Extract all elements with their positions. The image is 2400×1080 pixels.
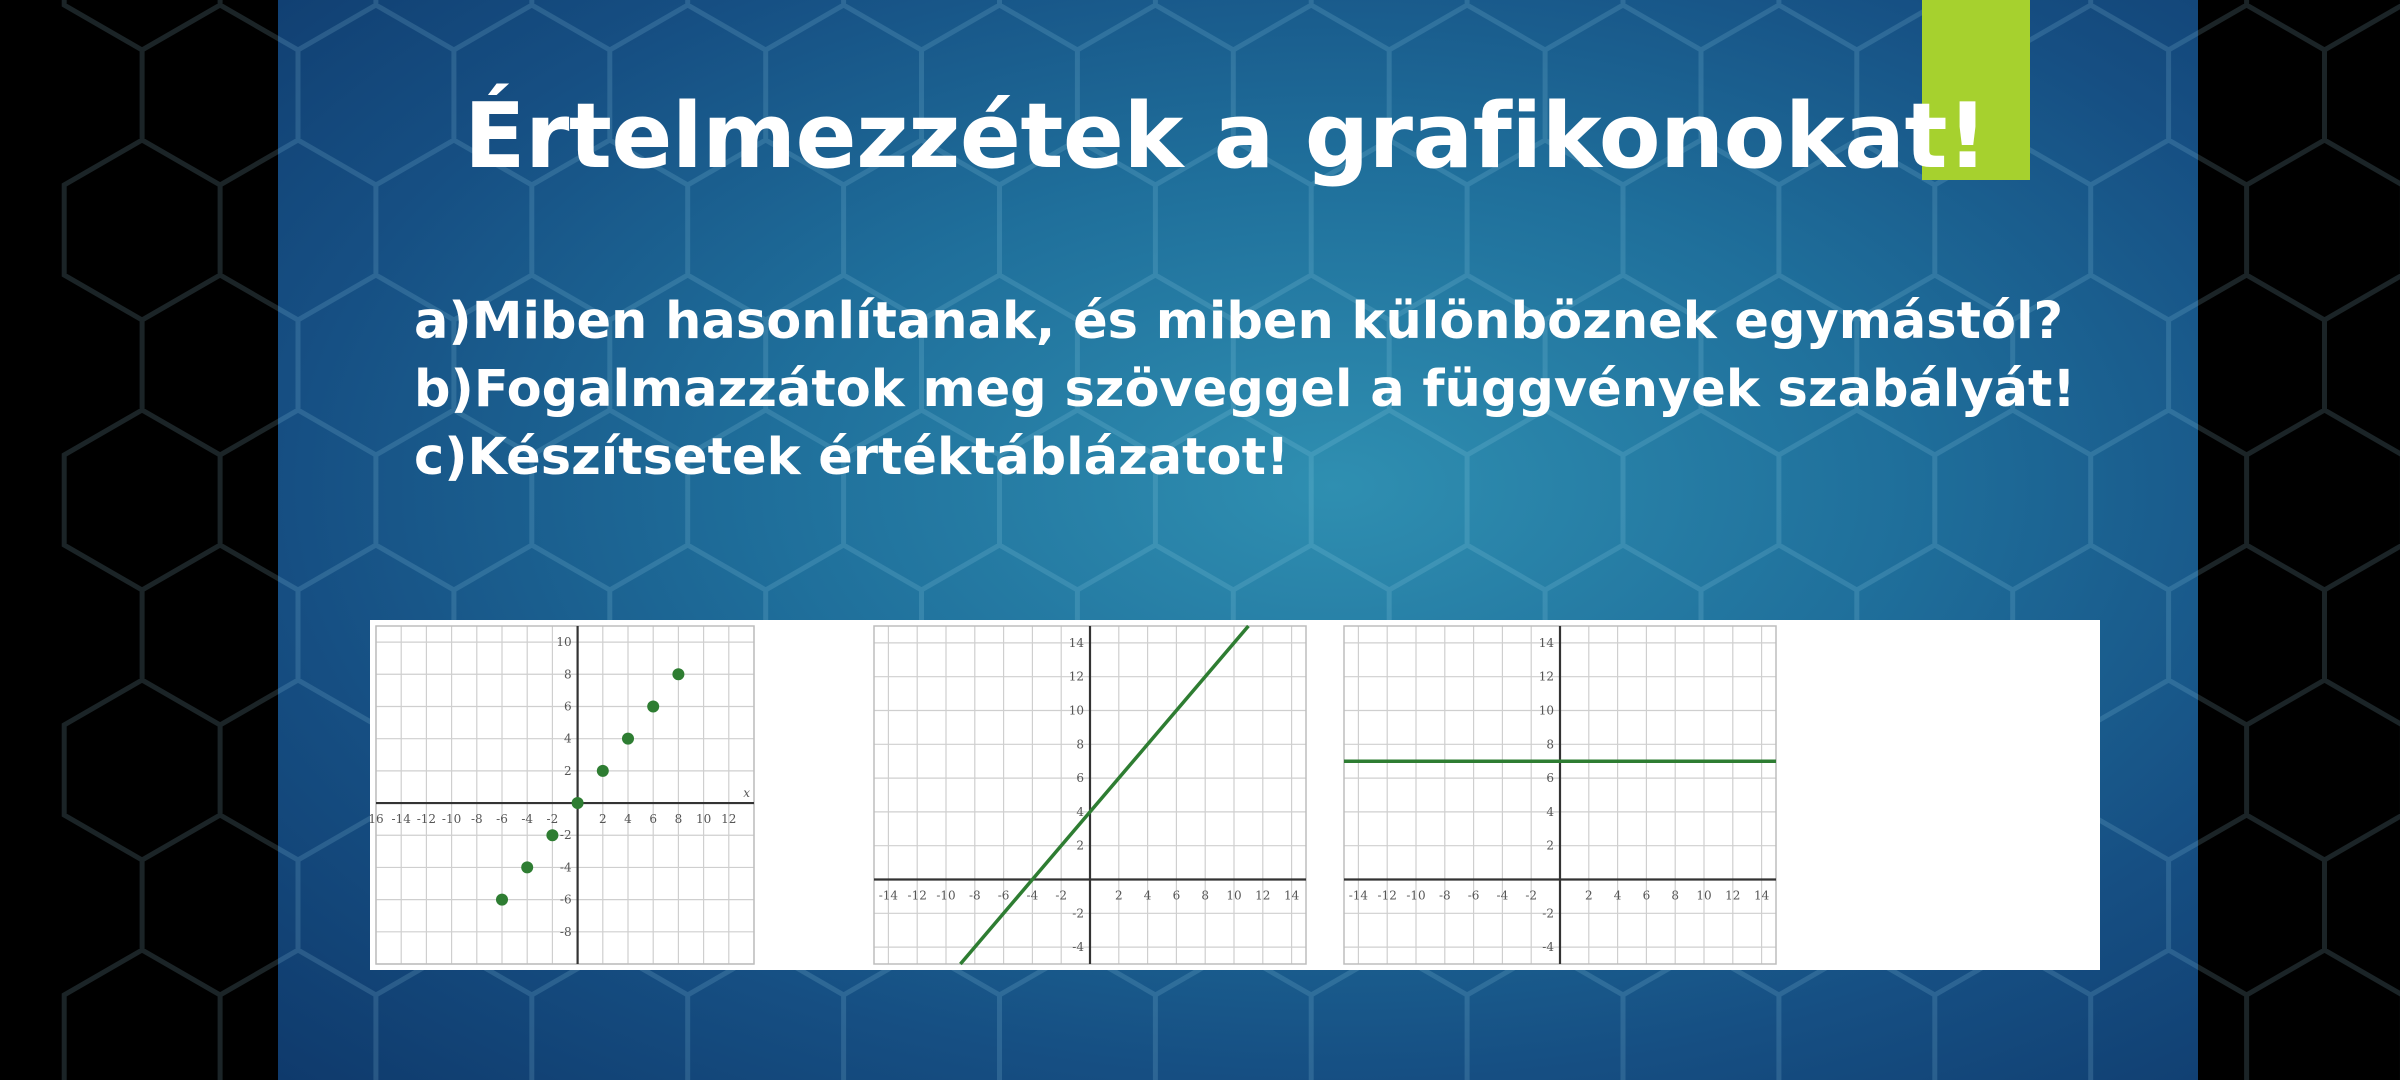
y-tick-label: -2 (1072, 906, 1084, 921)
data-point (672, 668, 684, 680)
x-tick-label: -14 (878, 888, 899, 903)
x-tick-label: -14 (391, 812, 411, 827)
x-tick-label: 10 (695, 812, 712, 827)
x-tick-label: -6 (496, 812, 508, 827)
y-tick-label: 6 (563, 699, 572, 714)
y-tick-label: 12 (1538, 669, 1554, 684)
x-tick-label: 8 (1671, 888, 1680, 903)
x-tick-label: 14 (1753, 888, 1770, 903)
x-tick-label: 12 (1725, 888, 1741, 903)
x-tick-label: 16 (368, 812, 384, 827)
data-point (521, 861, 533, 873)
x-tick-label: 10 (1226, 888, 1242, 903)
x-tick-label: -4 (1026, 888, 1039, 903)
x-tick-label: 4 (1143, 888, 1152, 903)
slide-title: Értelmezzétek a grafikonokat! (464, 84, 1988, 189)
y-tick-label: 14 (1068, 635, 1084, 650)
x-tick-label: 14 (1283, 888, 1300, 903)
graph-1-scatter (370, 620, 760, 970)
x-tick-label: -10 (936, 888, 956, 903)
y-tick-label: 8 (1076, 737, 1084, 752)
y-tick-label: -8 (559, 924, 572, 939)
x-tick-label: 8 (1201, 888, 1210, 903)
x-tick-label: 6 (1642, 888, 1651, 903)
y-tick-label: 6 (1546, 771, 1554, 786)
y-tick-label: 2 (1546, 838, 1554, 853)
y-tick-label: 12 (1068, 669, 1084, 684)
question-c: c)Készítsetek értéktáblázatot! (414, 428, 1290, 487)
questions-list (414, 288, 2076, 492)
y-tick-label: -2 (559, 828, 572, 843)
x-tick-label: 4 (1613, 888, 1622, 903)
y-tick-label: 8 (1546, 737, 1554, 752)
x-tick-label: 6 (649, 812, 658, 827)
x-tick-label: 4 (624, 812, 632, 827)
x-tick-label: 8 (674, 812, 683, 827)
y-tick-label: 2 (563, 763, 572, 778)
data-point (647, 700, 659, 712)
x-tick-label: -12 (1377, 888, 1397, 903)
x-tick-label: -2 (1055, 888, 1068, 903)
data-point (546, 829, 558, 841)
data-point (572, 797, 584, 809)
x-tick-label: -6 (1467, 888, 1480, 903)
presentation-slide (278, 0, 2198, 1080)
x-tick-label: -12 (907, 888, 927, 903)
x-axis-marker: x (743, 786, 750, 801)
y-tick-label: 4 (1076, 804, 1084, 819)
graphs-panel (370, 620, 2100, 970)
x-tick-label: -8 (968, 888, 981, 903)
x-tick-label: -4 (521, 812, 534, 827)
x-tick-label: -6 (997, 888, 1010, 903)
x-tick-label: -8 (1438, 888, 1451, 903)
x-tick-label: 10 (1696, 888, 1712, 903)
y-tick-label: -4 (1072, 940, 1084, 955)
question-a: a)Miben hasonlítanak, és miben különböznek egymástól? (414, 292, 2064, 351)
y-tick-label: 10 (1538, 703, 1554, 718)
y-tick-label: 2 (1076, 838, 1084, 853)
y-tick-label: 4 (1546, 804, 1554, 819)
y-tick-label: 8 (563, 667, 572, 682)
y-tick-label: 10 (1068, 703, 1084, 718)
y-tick-label: -6 (559, 892, 572, 907)
x-tick-label: 12 (1255, 888, 1271, 903)
y-tick-label: -4 (559, 860, 572, 875)
y-tick-label: 4 (563, 731, 572, 746)
x-tick-label: 2 (1584, 888, 1593, 903)
x-tick-label: 2 (598, 812, 607, 827)
y-tick-label: 10 (556, 635, 572, 650)
data-point (622, 733, 634, 745)
graph-2-line (868, 620, 1312, 970)
x-tick-label: 2 (1114, 888, 1123, 903)
x-tick-label: -2 (1525, 888, 1538, 903)
x-tick-label: 6 (1172, 888, 1181, 903)
x-tick-label: -10 (441, 812, 462, 827)
x-tick-label: -12 (416, 812, 437, 827)
x-tick-label: -14 (1348, 888, 1369, 903)
graph-3-horizontal-line (1338, 620, 1782, 970)
question-b: b)Fogalmazzátok meg szöveggel a függvények szabályát! (414, 360, 2076, 419)
x-tick-label: -8 (470, 812, 483, 827)
x-tick-label: -4 (1496, 888, 1509, 903)
data-point (496, 894, 508, 906)
x-tick-label: -10 (1406, 888, 1426, 903)
y-tick-label: -4 (1542, 940, 1554, 955)
x-tick-label: -2 (546, 812, 559, 827)
y-tick-label: 6 (1076, 771, 1084, 786)
data-point (597, 765, 609, 777)
x-tick-label: 12 (721, 812, 737, 827)
y-tick-label: -2 (1542, 906, 1554, 921)
y-tick-label: 14 (1538, 635, 1554, 650)
